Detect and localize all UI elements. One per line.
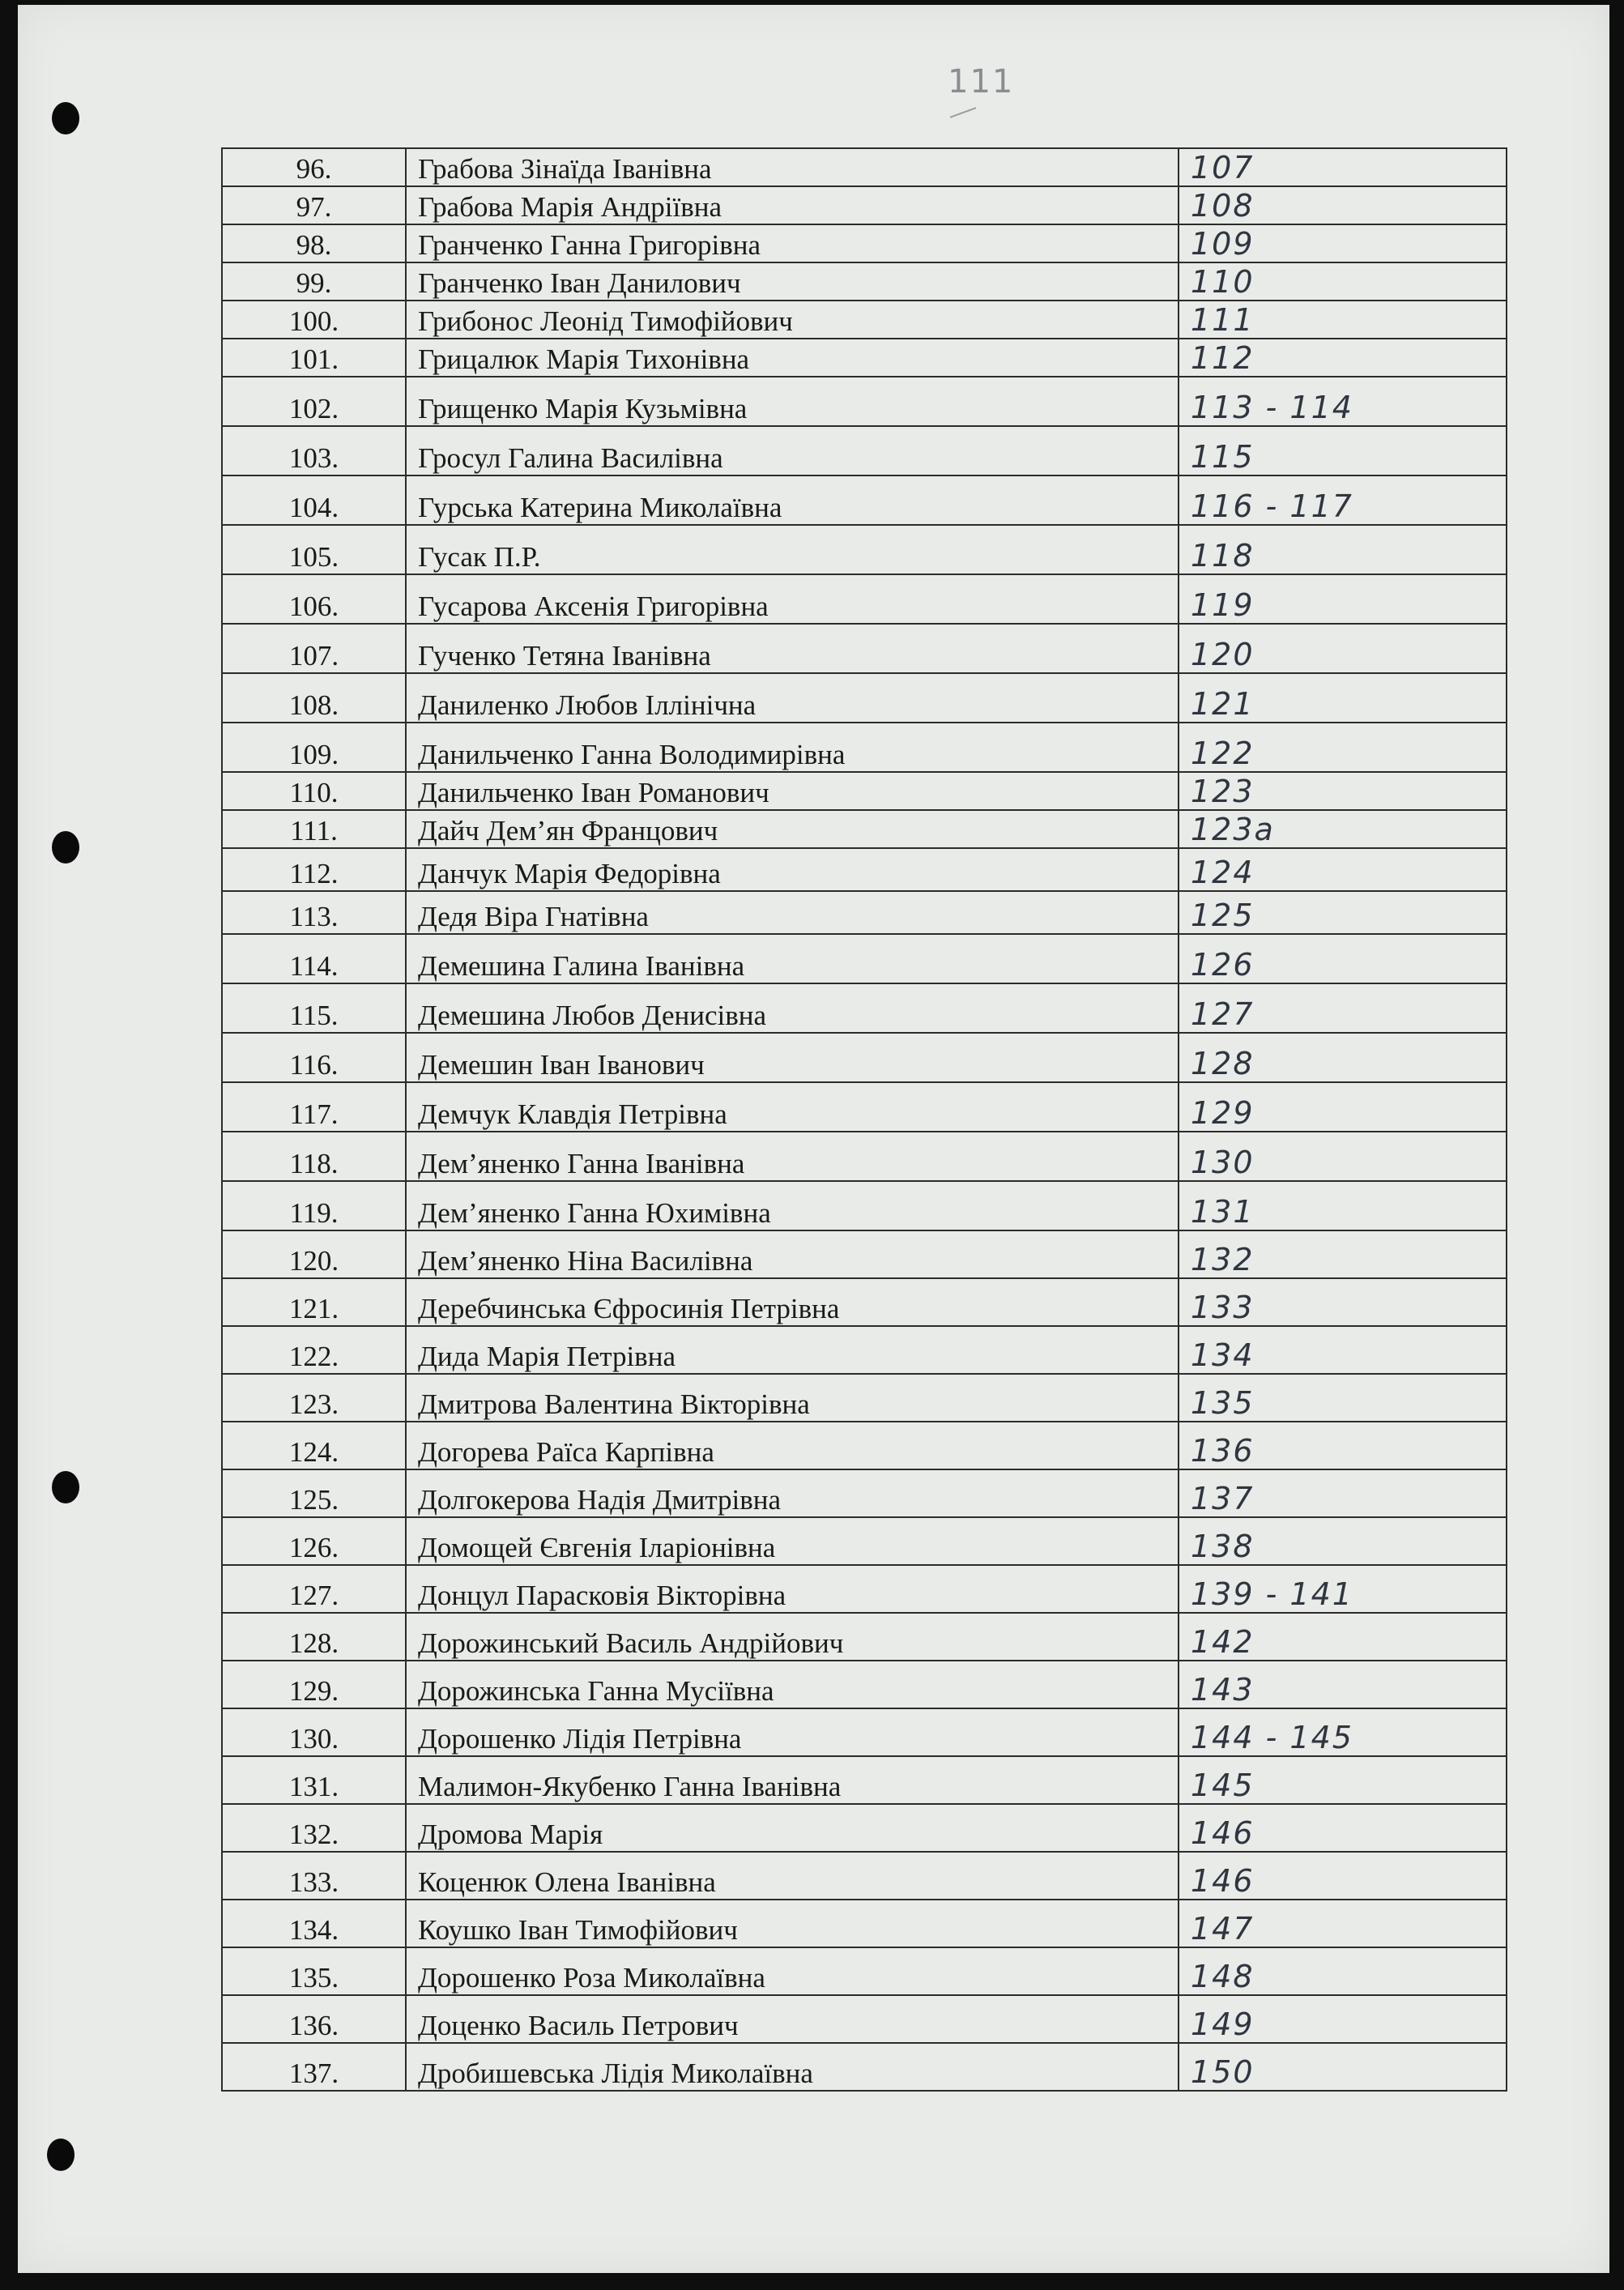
page-reference: 128 xyxy=(1179,1033,1507,1082)
row-number: 121. xyxy=(222,1278,406,1326)
page-reference: 123а xyxy=(1179,810,1507,848)
table-row xyxy=(222,186,1507,224)
page-reference: 109 xyxy=(1179,224,1507,262)
row-number: 105. xyxy=(222,525,406,574)
person-name: Дорошенко Лідія Петрівна xyxy=(406,1708,1179,1756)
page-reference: 122 xyxy=(1179,723,1507,772)
page-number-underline xyxy=(950,107,977,118)
row-number: 125. xyxy=(222,1469,406,1517)
person-name: Деребчинська Єфросинія Петрівна xyxy=(406,1278,1179,1326)
row-number: 97. xyxy=(222,186,406,224)
table-row xyxy=(222,2043,1507,2091)
page-reference: 132 xyxy=(1179,1230,1507,1278)
table-row xyxy=(222,1995,1507,2043)
row-number: 132. xyxy=(222,1804,406,1852)
page-reference: 143 xyxy=(1179,1661,1507,1708)
person-name: Догорева Раїса Карпівна xyxy=(406,1422,1179,1469)
person-name: Гурська Катерина Миколаївна xyxy=(406,475,1179,525)
page-reference: 126 xyxy=(1179,934,1507,983)
row-number: 136. xyxy=(222,1995,406,2043)
row-number: 108. xyxy=(222,673,406,723)
page-reference: 111 xyxy=(1179,301,1507,339)
page-reference: 147 xyxy=(1179,1900,1507,1947)
person-name: Демешин Іван Іванович xyxy=(406,1033,1179,1082)
row-number: 127. xyxy=(222,1565,406,1613)
table-row xyxy=(222,1852,1507,1900)
page-reference: 144 - 145 xyxy=(1179,1708,1507,1756)
person-name: Грицалюк Марія Тихонівна xyxy=(406,339,1179,377)
person-name: Долгокерова Надія Дмитрівна xyxy=(406,1469,1179,1517)
person-name: Демешина Галина Іванівна xyxy=(406,934,1179,983)
table-row xyxy=(222,1947,1507,1995)
row-number: 118. xyxy=(222,1132,406,1181)
page-reference: 121 xyxy=(1179,673,1507,723)
row-number: 103. xyxy=(222,426,406,475)
person-name: Гранченко Іван Данилович xyxy=(406,262,1179,301)
table-row xyxy=(222,723,1507,772)
row-number: 119. xyxy=(222,1181,406,1230)
page-reference: 146 xyxy=(1179,1852,1507,1900)
person-name: Дорошенко Роза Миколаївна xyxy=(406,1947,1179,1995)
page-reference: 145 xyxy=(1179,1756,1507,1804)
person-name: Грабова Зінаїда Іванівна xyxy=(406,148,1179,186)
page-reference: 107 xyxy=(1179,148,1507,186)
page-reference: 136 xyxy=(1179,1422,1507,1469)
row-number: 106. xyxy=(222,574,406,624)
page-reference: 119 xyxy=(1179,574,1507,624)
punch-hole xyxy=(52,1471,79,1503)
person-name: Малимон-Якубенко Ганна Іванівна xyxy=(406,1756,1179,1804)
page-reference: 134 xyxy=(1179,1326,1507,1374)
person-name: Грабова Марія Андріївна xyxy=(406,186,1179,224)
row-number: 116. xyxy=(222,1033,406,1082)
row-number: 129. xyxy=(222,1661,406,1708)
row-number: 130. xyxy=(222,1708,406,1756)
row-number: 112. xyxy=(222,848,406,891)
table-row xyxy=(222,377,1507,426)
row-number: 111. xyxy=(222,810,406,848)
person-name: Гусарова Аксенія Григорівна xyxy=(406,574,1179,624)
page-reference: 125 xyxy=(1179,891,1507,934)
row-number: 98. xyxy=(222,224,406,262)
table-row xyxy=(222,1181,1507,1230)
table-row xyxy=(222,1230,1507,1278)
page-reference: 112 xyxy=(1179,339,1507,377)
table-row xyxy=(222,1374,1507,1422)
table-row xyxy=(222,1756,1507,1804)
page-reference: 120 xyxy=(1179,624,1507,673)
person-name: Донцул Парасковія Вікторівна xyxy=(406,1565,1179,1613)
table-row xyxy=(222,224,1507,262)
table-row xyxy=(222,1708,1507,1756)
page-reference: 110 xyxy=(1179,262,1507,301)
table-row xyxy=(222,1565,1507,1613)
table-row xyxy=(222,339,1507,377)
page-reference: 124 xyxy=(1179,848,1507,891)
table-row xyxy=(222,1132,1507,1181)
row-number: 102. xyxy=(222,377,406,426)
row-number: 134. xyxy=(222,1900,406,1947)
row-number: 137. xyxy=(222,2043,406,2091)
table-row xyxy=(222,1900,1507,1947)
person-name: Гросул Галина Василівна xyxy=(406,426,1179,475)
table-row xyxy=(222,810,1507,848)
names-table-body xyxy=(222,148,1507,2091)
page-reference: 133 xyxy=(1179,1278,1507,1326)
person-name: Демчук Клавдія Петрівна xyxy=(406,1082,1179,1132)
table-row xyxy=(222,262,1507,301)
page-reference: 129 xyxy=(1179,1082,1507,1132)
table-row xyxy=(222,148,1507,186)
page-reference: 146 xyxy=(1179,1804,1507,1852)
names-table xyxy=(221,147,1507,2092)
page-reference: 148 xyxy=(1179,1947,1507,1995)
page-reference: 131 xyxy=(1179,1181,1507,1230)
page-reference: 137 xyxy=(1179,1469,1507,1517)
person-name: Дмитрова Валентина Вікторівна xyxy=(406,1374,1179,1422)
row-number: 128. xyxy=(222,1613,406,1661)
row-number: 126. xyxy=(222,1517,406,1565)
person-name: Данильченко Ганна Володимирівна xyxy=(406,723,1179,772)
row-number: 110. xyxy=(222,772,406,810)
person-name: Дем’яненко Ганна Юхимівна xyxy=(406,1181,1179,1230)
table-row xyxy=(222,624,1507,673)
person-name: Грибонос Леонід Тимофійович xyxy=(406,301,1179,339)
row-number: 107. xyxy=(222,624,406,673)
table-row xyxy=(222,426,1507,475)
person-name: Дорожинський Василь Андрійович xyxy=(406,1613,1179,1661)
row-number: 104. xyxy=(222,475,406,525)
person-name: Доценко Василь Петрович xyxy=(406,1995,1179,2043)
page-reference: 123 xyxy=(1179,772,1507,810)
row-number: 114. xyxy=(222,934,406,983)
person-name: Данильченко Іван Романович xyxy=(406,772,1179,810)
table-row xyxy=(222,983,1507,1033)
row-number: 96. xyxy=(222,148,406,186)
table-row xyxy=(222,301,1507,339)
page-reference: 116 - 117 xyxy=(1179,475,1507,525)
row-number: 101. xyxy=(222,339,406,377)
row-number: 135. xyxy=(222,1947,406,1995)
table-row xyxy=(222,1033,1507,1082)
table-row xyxy=(222,475,1507,525)
row-number: 115. xyxy=(222,983,406,1033)
person-name: Дромова Марія xyxy=(406,1804,1179,1852)
person-name: Гранченко Ганна Григорівна xyxy=(406,224,1179,262)
punch-hole xyxy=(52,102,79,134)
person-name: Домощей Євгенія Іларіонівна xyxy=(406,1517,1179,1565)
page-reference: 127 xyxy=(1179,983,1507,1033)
table-row xyxy=(222,673,1507,723)
page-reference: 135 xyxy=(1179,1374,1507,1422)
table-row xyxy=(222,574,1507,624)
row-number: 131. xyxy=(222,1756,406,1804)
page-reference: 118 xyxy=(1179,525,1507,574)
table-row xyxy=(222,1469,1507,1517)
person-name: Даниленко Любов Іллінічна xyxy=(406,673,1179,723)
table-row xyxy=(222,891,1507,934)
row-number: 120. xyxy=(222,1230,406,1278)
person-name: Коушко Іван Тимофійович xyxy=(406,1900,1179,1947)
row-number: 99. xyxy=(222,262,406,301)
person-name: Дорожинська Ганна Мусіївна xyxy=(406,1661,1179,1708)
page-reference: 115 xyxy=(1179,426,1507,475)
page-reference: 149 xyxy=(1179,1995,1507,2043)
punch-hole xyxy=(47,2139,75,2171)
table-row xyxy=(222,1422,1507,1469)
table-row xyxy=(222,1278,1507,1326)
page-reference: 150 xyxy=(1179,2043,1507,2091)
row-number: 100. xyxy=(222,301,406,339)
row-number: 123. xyxy=(222,1374,406,1422)
table-row xyxy=(222,772,1507,810)
row-number: 122. xyxy=(222,1326,406,1374)
person-name: Дробишевська Лідія Миколаївна xyxy=(406,2043,1179,2091)
page-reference: 139 - 141 xyxy=(1179,1565,1507,1613)
person-name: Дида Марія Петрівна xyxy=(406,1326,1179,1374)
person-name: Гусак П.Р. xyxy=(406,525,1179,574)
page-number: 111 xyxy=(948,63,1015,100)
page-reference: 113 - 114 xyxy=(1179,377,1507,426)
page-reference: 142 xyxy=(1179,1613,1507,1661)
table-row xyxy=(222,1613,1507,1661)
punch-hole xyxy=(52,831,79,864)
person-name: Дем’яненко Ніна Василівна xyxy=(406,1230,1179,1278)
person-name: Дедя Віра Гнатівна xyxy=(406,891,1179,934)
page-reference: 108 xyxy=(1179,186,1507,224)
person-name: Данчук Марія Федорівна xyxy=(406,848,1179,891)
table-row xyxy=(222,1517,1507,1565)
table-row xyxy=(222,1082,1507,1132)
person-name: Демешина Любов Денисівна xyxy=(406,983,1179,1033)
row-number: 113. xyxy=(222,891,406,934)
person-name: Дайч Дем’ян Францович xyxy=(406,810,1179,848)
table-row xyxy=(222,525,1507,574)
person-name: Коценюк Олена Іванівна xyxy=(406,1852,1179,1900)
person-name: Грищенко Марія Кузьмівна xyxy=(406,377,1179,426)
table-row xyxy=(222,1804,1507,1852)
page-reference: 138 xyxy=(1179,1517,1507,1565)
table-row xyxy=(222,1326,1507,1374)
page-reference: 130 xyxy=(1179,1132,1507,1181)
row-number: 124. xyxy=(222,1422,406,1469)
row-number: 133. xyxy=(222,1852,406,1900)
row-number: 109. xyxy=(222,723,406,772)
table-row xyxy=(222,1661,1507,1708)
row-number: 117. xyxy=(222,1082,406,1132)
person-name: Гученко Тетяна Іванівна xyxy=(406,624,1179,673)
table-row xyxy=(222,848,1507,891)
person-name: Дем’яненко Ганна Іванівна xyxy=(406,1132,1179,1181)
table-row xyxy=(222,934,1507,983)
